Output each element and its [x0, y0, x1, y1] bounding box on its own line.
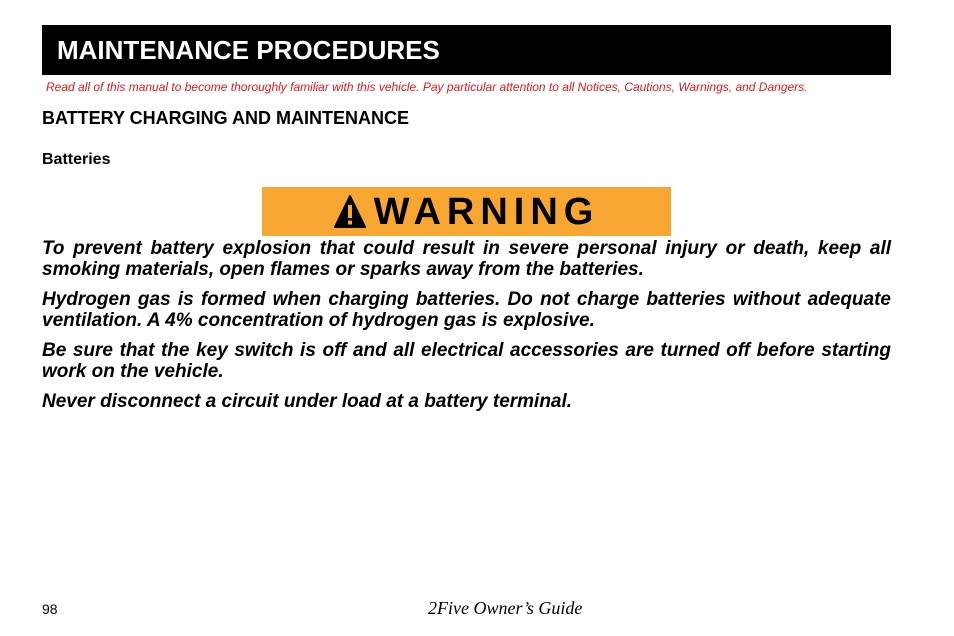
- page-title: MAINTENANCE PROCEDURES: [57, 35, 440, 65]
- page-number: 98: [42, 601, 58, 617]
- footer-guide-title: 2Five Owner’s Guide: [428, 598, 583, 618]
- warning-paragraph-explosion: To prevent battery explosion that could result in severe personal injury or death, keep all smoking materials, open flames or sparks away from the batteries.: [42, 238, 891, 280]
- warning-text-block: [42, 238, 891, 421]
- warning-triangle-icon: [334, 195, 366, 229]
- page-header-bar: [42, 25, 891, 75]
- warning-label: WARNING: [373, 190, 600, 233]
- warning-banner: [262, 187, 671, 236]
- section-heading: BATTERY CHARGING AND MAINTENANCE: [42, 108, 409, 128]
- sub-heading: Batteries: [42, 151, 111, 168]
- warning-paragraph-key-switch: Be sure that the key switch is off and all electrical accessories are turned off before starting work on the vehicle.: [42, 340, 891, 382]
- warning-paragraph-hydrogen: Hydrogen gas is formed when charging batteries. Do not charge batteries without adequate ventilation. A 4% concentration of hydrogen gas is explosive.: [42, 289, 891, 331]
- warning-paragraph-circuit: Never disconnect a circuit under load at a battery terminal.: [42, 391, 573, 412]
- safety-notice: Read all of this manual to become thoroughly familiar with this vehicle. Pay particular attention to all Notices, Cautions, Warnings, and Dangers.: [46, 80, 808, 94]
